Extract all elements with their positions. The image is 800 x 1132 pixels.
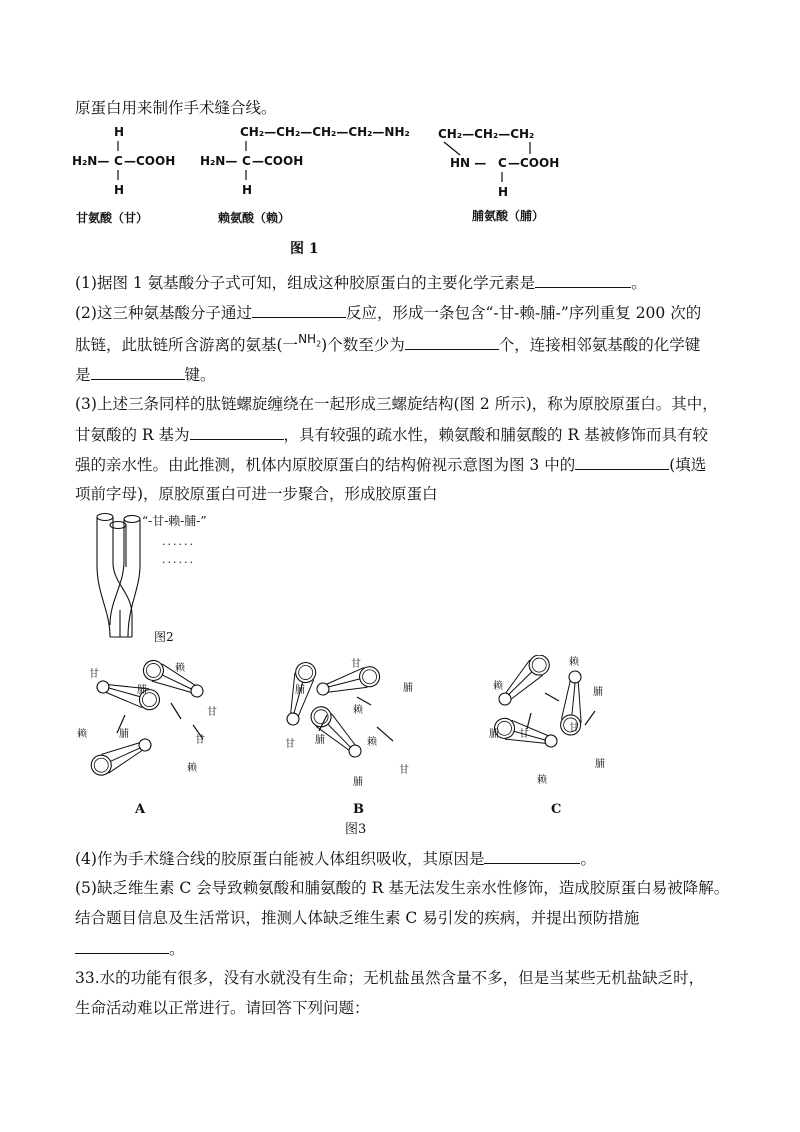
lys-side-chain: CH₂—CH₂—CH₂—CH₂—NH₂ (240, 125, 410, 139)
pro-c: C (498, 156, 507, 170)
svg-text:脯: 脯 (595, 759, 605, 770)
q5-answer-blank[interactable] (75, 938, 169, 954)
option-b-diagram (278, 660, 393, 765)
question-33-line-1: 33.水的功能有很多，没有水就没有生命；无机盐虽然含量不多，但是当某些无机盐缺乏时， (75, 969, 705, 987)
svg-text:甘: 甘 (399, 765, 409, 776)
svg-text:甘: 甘 (285, 739, 295, 750)
gly-name: 甘氨酸（甘） (76, 211, 149, 225)
gly-cooh: —COOH (124, 154, 176, 168)
gly-h-bottom: H (114, 183, 125, 197)
svg-text:甘: 甘 (519, 729, 529, 740)
lys-name: 赖氨酸（赖） (218, 211, 291, 225)
figure-2 (80, 505, 270, 650)
svg-text:赖: 赖 (537, 775, 547, 786)
figure-1-caption: 图 1 (290, 241, 319, 257)
question-3-line-1: (3)上述三条同样的肽链螺旋缠绕在一起形成三螺旋结构(图 2 所示)，称为原胶原蛋白。其中， (75, 395, 718, 413)
pro-name: 脯氨酸（脯） (472, 209, 545, 223)
svg-text:脯: 脯 (315, 735, 325, 746)
lys-cooh: —COOH (252, 154, 304, 168)
question-5-line-1: (5)缺乏维生素 C 会导致赖氨酸和脯氨酸的 R 基无法发生亲水性修饰，造成胶原蛋白易被降解。 (75, 879, 730, 897)
figure-3-caption: 图3 (345, 822, 367, 837)
q3-option-blank[interactable] (575, 454, 669, 470)
option-c-label: C (551, 802, 562, 817)
svg-text:赖: 赖 (569, 657, 579, 668)
question-5-line-3: 。 (75, 938, 185, 959)
option-a-diagram (88, 657, 205, 778)
q3-r-group-blank[interactable] (190, 424, 284, 440)
svg-text:脯: 脯 (137, 685, 147, 696)
question-5-line-2: 结合题目信息及生活常识，推测人体缺乏维生素 C 易引发的疾病，并提出预防措施 (75, 909, 640, 927)
question-33-line-2: 生命活动难以正常进行。请回答下列问题： (75, 999, 370, 1017)
q2-reaction-blank[interactable] (252, 302, 346, 318)
q4-answer-blank[interactable] (484, 848, 580, 864)
gly-h2n: H₂N— (72, 154, 110, 168)
question-3-line-3: 强的亲水性。由此推测，机体内原胶原蛋白的结构俯视示意图为图 3 中的 (填选 (75, 456, 707, 474)
svg-text:赖: 赖 (367, 737, 377, 748)
svg-text:赖: 赖 (77, 729, 87, 740)
svg-text:赖: 赖 (353, 705, 363, 716)
lys-h-bottom: H (242, 183, 253, 197)
svg-text:甘: 甘 (351, 659, 361, 670)
fig2-dots-2: ...... (162, 553, 195, 566)
svg-text:脯: 脯 (403, 683, 413, 694)
intro-line: 原蛋白用来制作手术缝合线。 (75, 99, 277, 117)
pro-h-bottom: H (498, 185, 509, 199)
nh2-group: NH2 (298, 332, 322, 349)
figure-1 (68, 120, 588, 260)
pro-hn: HN — (450, 156, 487, 170)
option-b-label: B (353, 802, 364, 817)
q2-bond-blank[interactable] (91, 364, 185, 380)
lys-h2n: H₂N— (200, 154, 238, 168)
question-3-line-2: 甘氨酸的 R 基为 ，具有较强的疏水性，赖氨酸和脯氨酸的 R 基被修饰而具有较 (75, 426, 709, 444)
question-4: (4)作为手术缝合线的胶原蛋白能被人体组织吸收，其原因是 。 (75, 850, 596, 868)
question-2-line-3: 是 键。 (75, 366, 216, 384)
question-2-line-1: (2)这三种氨基酸分子通过 反应，形成一条包含“-甘-赖-脯-”序列重复 200 次的 (75, 304, 702, 322)
svg-text:赖: 赖 (493, 681, 503, 692)
svg-text:脯: 脯 (593, 687, 603, 698)
svg-text:甘: 甘 (207, 707, 217, 718)
svg-text:脯: 脯 (119, 729, 129, 740)
q2-amino-count-blank[interactable] (405, 334, 499, 350)
figure-3 (75, 655, 695, 840)
option-c-diagram (491, 655, 595, 756)
question-1: (1)据图 1 氨基酸分子式可知，组成这种胶原蛋白的主要化学元素是 。 (75, 274, 647, 292)
fig2-dots-1: ...... (162, 535, 195, 548)
pro-side-chain: CH₂—CH₂—CH₂ (438, 127, 535, 141)
svg-text:甘: 甘 (195, 735, 205, 746)
option-a-label: A (135, 802, 146, 817)
figure-2-caption: 图2 (154, 630, 174, 644)
fig2-sequence-label: “-甘-赖-脯-” (142, 514, 207, 528)
svg-text:赖: 赖 (175, 663, 185, 674)
svg-text:赖: 赖 (187, 763, 197, 774)
q1-text: (1)据图 1 氨基酸分子式可知，组成这种胶原蛋白的主要化学元素是 (75, 274, 536, 292)
gly-h-top: H (114, 125, 125, 139)
svg-text:脯: 脯 (353, 777, 363, 788)
svg-text:甘: 甘 (89, 669, 99, 680)
pro-cooh: —COOH (508, 156, 560, 170)
svg-text:脯: 脯 (489, 729, 499, 740)
q1-answer-blank[interactable] (535, 272, 631, 288)
svg-text:脯: 脯 (295, 685, 305, 696)
gly-c: C (114, 154, 123, 168)
question-3-line-4: 项前字母)，原胶原蛋白可进一步聚合，形成胶原蛋白 (75, 485, 438, 503)
question-2-line-2: 肽链，此肽链所含游离的氨基(一$^{NH_2}$)个数至少为 个，连接相邻氨基酸的化学键 (75, 332, 701, 354)
svg-text:甘: 甘 (569, 723, 579, 734)
lys-c: C (242, 154, 251, 168)
